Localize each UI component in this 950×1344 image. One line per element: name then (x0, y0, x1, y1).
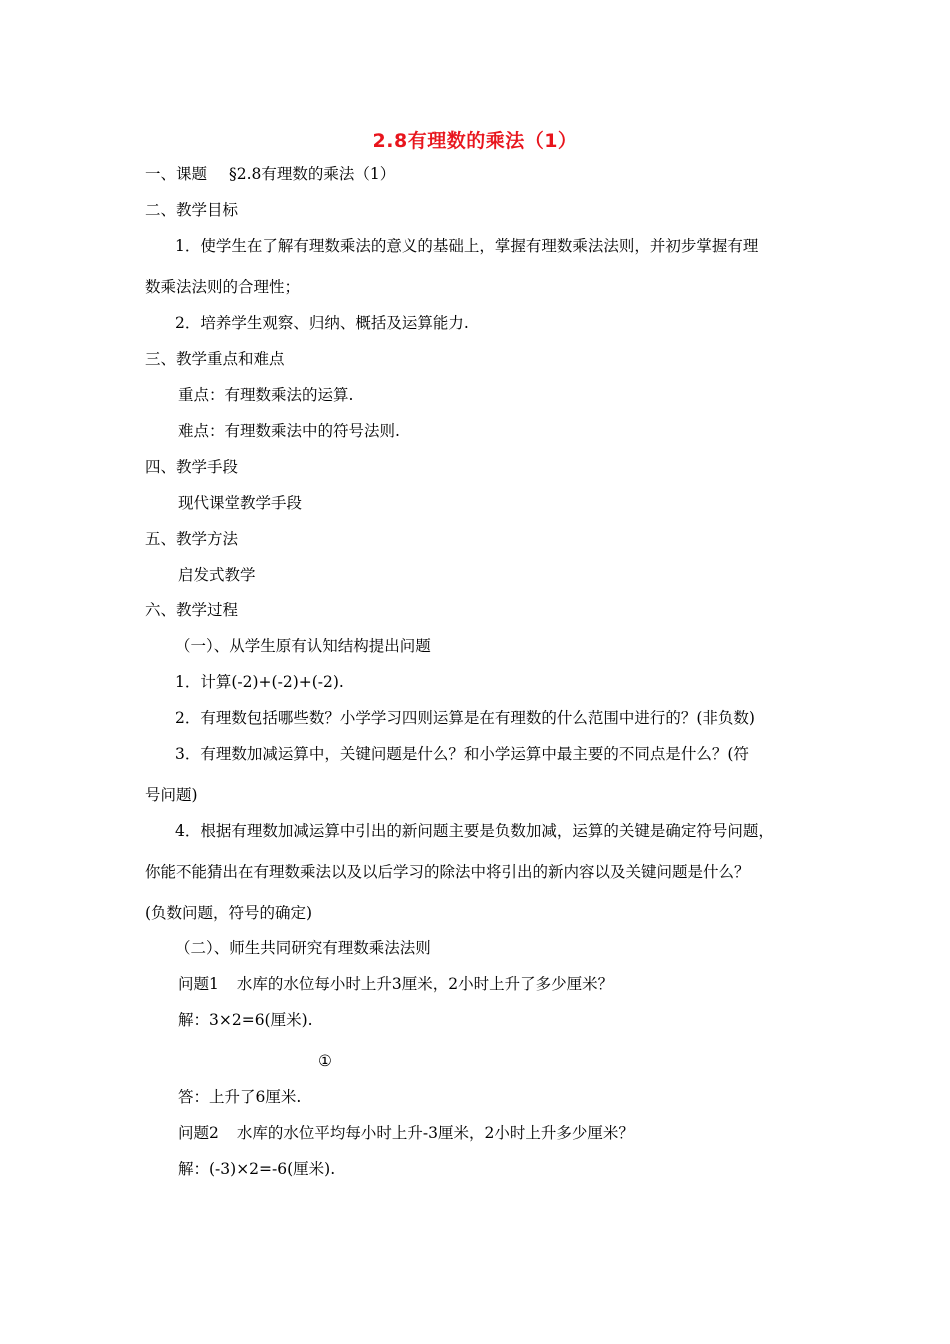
section-heading: 三、教学重点和难点 (145, 350, 285, 368)
solution-1: 解：3×2=6(厘米). (178, 1011, 313, 1029)
subsection-heading: （一）、从学生原有认知结构提出问题 (175, 637, 431, 655)
document-title: 2.8有理数的乘法（1） (372, 130, 578, 152)
problem-text: 水库的水位每小时上升3厘米，2小时上升了多少厘米？ (236, 975, 614, 993)
section-topic (145, 163, 395, 185)
subsection-heading: （二）、师生共同研究有理数乘法法则 (175, 939, 431, 957)
solution-2: 解：(-3)×2=-6(厘米). (178, 1160, 336, 1178)
section-heading: 一、课题 (145, 165, 208, 183)
question-1: 1．计算(-2)+(-2)+(-2). (175, 673, 344, 691)
question-3-line-1: 3．有理数加减运算中，关键问题是什么？和小学运算中最主要的不同点是什么？(符 (175, 745, 749, 763)
section-heading: 六、教学过程 (145, 601, 239, 619)
problem-1 (178, 973, 613, 995)
section-heading: 二、教学目标 (145, 201, 239, 219)
topic-text: §2.8有理数的乘法（1） (229, 165, 396, 183)
question-3-line-2: 号问题) (145, 786, 198, 804)
problem-text: 水库的水位平均每小时上升-3厘米，2小时上升多少厘米？ (236, 1124, 634, 1142)
teaching-method: 启发式教学 (178, 566, 256, 584)
question-2: 2．有理数包括哪些数？小学学习四则运算是在有理数的什么范围中进行的？(非负数) (175, 709, 755, 727)
question-4-line-2: 你能不能猜出在有理数乘法以及以后学习的除法中将引出的新内容以及关键问题是什么？ (145, 863, 750, 881)
difficult-point: 难点：有理数乘法中的符号法则. (178, 422, 400, 440)
question-4-line-1: 4．根据有理数加减运算中引出的新问题主要是负数加减，运算的关键是确定符号问题， (175, 822, 774, 840)
goal-1-line-2: 数乘法法则的合理性； (145, 278, 301, 296)
question-4-line-3: (负数问题，符号的确定) (145, 904, 313, 922)
goal-1-line-1: 1．使学生在了解有理数乘法的意义的基础上，掌握有理数乘法法则，并初步掌握有理 (175, 237, 759, 255)
section-heading: 四、教学手段 (145, 458, 239, 476)
section-heading: 五、教学方法 (145, 530, 239, 548)
problem-label: 问题1 (178, 975, 219, 993)
key-point: 重点：有理数乘法的运算. (178, 386, 354, 404)
goal-2: 2．培养学生观察、归纳、概括及运算能力. (175, 314, 469, 332)
problem-2 (178, 1122, 634, 1144)
equation-marker: ① (318, 1052, 332, 1070)
problem-label: 问题2 (178, 1124, 219, 1142)
answer-1: 答：上升了6厘米. (178, 1088, 302, 1106)
teaching-means: 现代课堂教学手段 (178, 494, 303, 512)
